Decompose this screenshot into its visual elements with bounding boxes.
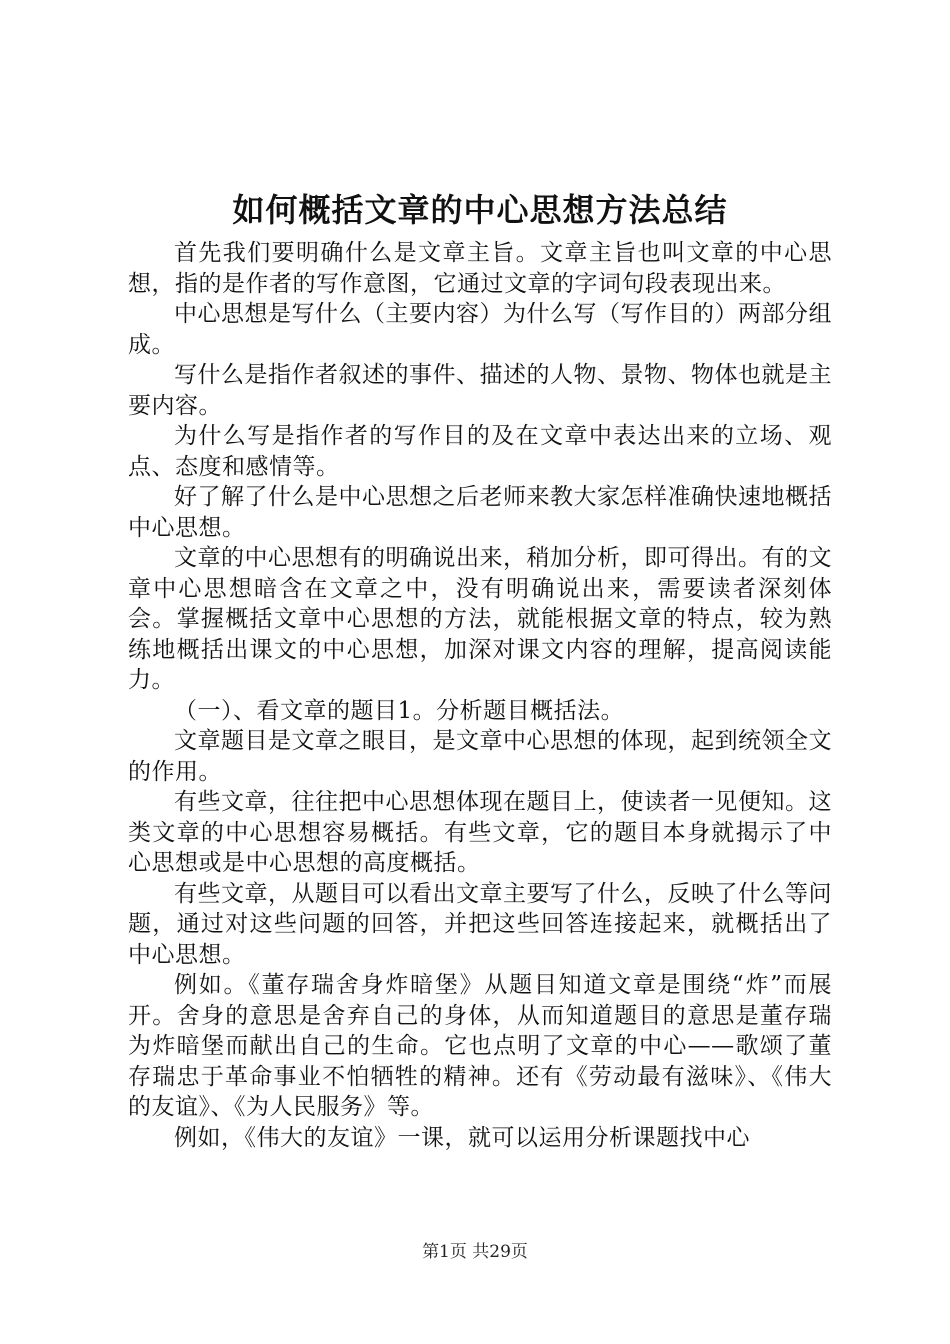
paragraph: 有些文章，往往把中心思想体现在题目上，使读者一见便知。这类文章的中心思想容易概括。有些文章，它的题目本身就揭示了中心思想或是中心思想的高度概括。 — [128, 789, 832, 876]
paragraph: 中心思想是写什么（主要内容）为什么写（写作目的）两部分组成。 — [128, 301, 832, 358]
document-title: 如何概括文章的中心思想方法总结 — [232, 191, 728, 229]
paragraph: 例如，《伟大的友谊》一课，就可以运用分析课题找中心 — [174, 1124, 750, 1151]
paragraph: 首先我们要明确什么是文章主旨。文章主旨也叫文章的中心思想，指的是作者的写作意图，它通过文章的字词句段表现出来。 — [128, 240, 832, 297]
paragraph: 文章的中心思想有的明确说出来，稍加分析，即可得出。有的文章中心思想暗含在文章之中，没有明确说出来，需要读者深刻体会。掌握概括文章中心思想的方法，就能根据文章的特点，较为熟练地概括出课文的中心思想，加深对课文内容的理解，提高阅读能力。 — [128, 545, 832, 693]
page-number-footer: 第1页 共29页 — [422, 1242, 528, 1262]
paragraph: 例如。《董存瑞舍身炸暗堡》从题目知道文章是围绕“炸”而展开。舍身的意思是舍弃自己的身体，从而知道题目的意思是董存瑞为炸暗堡而献出自己的生命。它也点明了文章的中心——歌颂了董存瑞忠于革命事业不怕牺牲的精神。还有《劳动最有滋味》、《伟大的友谊》、《为人民服务》等。 — [128, 972, 832, 1120]
section-heading: （一）、看文章的题目1。分析题目概括法。 — [174, 697, 625, 724]
paragraph: 写什么是指作者叙述的事件、描述的人物、景物、物体也就是主要内容。 — [128, 362, 832, 419]
paragraph: 好了解了什么是中心思想之后老师来教大家怎样准确快速地概括中心思想。 — [128, 484, 832, 541]
paragraph: 为什么写是指作者的写作目的及在文章中表达出来的立场、观点、态度和感情等。 — [128, 423, 832, 480]
paragraph: 文章题目是文章之眼目，是文章中心思想的体现，起到统领全文的作用。 — [128, 728, 832, 785]
document-body — [128, 238, 832, 1153]
paragraph: 有些文章，从题目可以看出文章主要写了什么，反映了什么等问题，通过对这些问题的回答，并把这些回答连接起来，就概括出了中心思想。 — [128, 880, 832, 968]
